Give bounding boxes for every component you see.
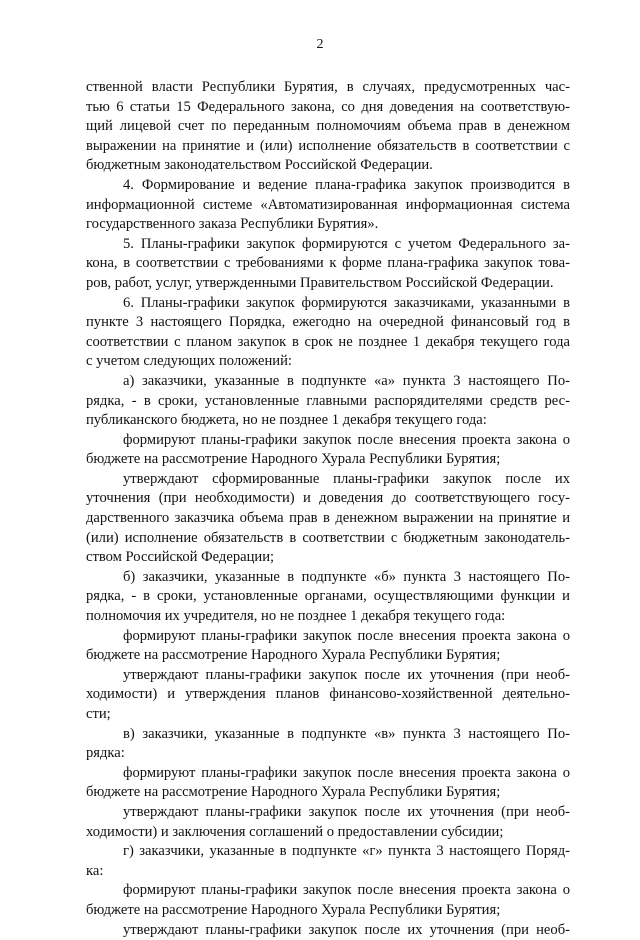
text-line: государственного заказа Республики Бурятия». bbox=[86, 216, 379, 233]
text-line: 6. Планы-графики закупок формируются заказчиками, указанными в bbox=[123, 294, 570, 311]
text-line: информационной системе «Автоматизированная информационная система bbox=[86, 196, 570, 213]
text-line: уточнения (при необходимости) и доведения до соответствующего госу- bbox=[86, 490, 570, 507]
page-number: 2 bbox=[316, 37, 324, 52]
text-line: утверждают планы-графики закупок после их уточнения (при необ- bbox=[123, 666, 570, 683]
text-line: соответствии с планом закупок в срок не позднее 1 декабря текущего года bbox=[86, 333, 570, 350]
text-line: формируют планы-графики закупок после внесения проекта закона о bbox=[123, 764, 570, 781]
text-line: выражении на принятие и (или) исполнение обязательств в соответствии с bbox=[86, 137, 570, 154]
text-line: публиканского бюджета, но не позднее 1 декабря текущего года: bbox=[86, 412, 487, 429]
text-line: пункте 3 настоящего Порядка, ежегодно на очередной финансовый год в bbox=[86, 314, 570, 331]
text-line: ка: bbox=[86, 862, 104, 879]
text-line: ством Российской Федерации; bbox=[86, 549, 275, 566]
text-line: бюджетным законодательством Российской Федерации. bbox=[86, 157, 433, 174]
text-line: формируют планы-графики закупок после внесения проекта закона о bbox=[123, 627, 570, 644]
text-line: щий лицевой счет по переданным полномочиям объема прав в денежном bbox=[86, 118, 570, 135]
text-line: ходимости) и утверждения планов финансово-хозяйственной деятельно- bbox=[86, 686, 570, 703]
text-line: рядка, - в сроки, установленные органами, осуществляющими функции и bbox=[86, 588, 570, 605]
text-line: ственной власти Республики Бурятия, в случаях, предусмотренных час- bbox=[86, 79, 570, 95]
text-line: формируют планы-графики закупок после внесения проекта закона о bbox=[123, 431, 570, 448]
text-line: ходимости) и заключения соглашений о предоставлении субсидии; bbox=[86, 823, 504, 840]
text-line: бюджете на рассмотрение Народного Хурала Республики Бурятия; bbox=[86, 784, 501, 801]
text-line: а) заказчики, указанные в подпункте «а» пункта 3 настоящего По- bbox=[123, 372, 570, 389]
text-line: в) заказчики, указанные в подпункте «в» пункта 3 настоящего По- bbox=[123, 725, 570, 742]
text-line: ров, работ, услуг, утвержденными Правительством Российской Федерации. bbox=[86, 274, 554, 291]
text-line: рядка: bbox=[86, 745, 125, 762]
text-line: полномочия их учредителя, но не позднее 1 декабря текущего года: bbox=[86, 608, 506, 625]
text-line: бюджете на рассмотрение Народного Хурала Республики Бурятия; bbox=[86, 647, 501, 664]
text-line: утверждают планы-графики закупок после их уточнения (при необ- bbox=[123, 921, 570, 938]
text-line: тью 6 статьи 15 Федерального закона, со дня доведения на соответствую- bbox=[86, 98, 570, 115]
text-line: б) заказчики, указанные в подпункте «б» пункта 3 настоящего По- bbox=[123, 568, 570, 585]
text-line: 4. Формирование и ведение плана-графика закупок производится в bbox=[123, 176, 570, 193]
text-line: 5. Планы-графики закупок формируются с учетом Федерального за- bbox=[123, 235, 570, 252]
text-line: утверждают сформированные планы-графики закупок после их bbox=[123, 470, 570, 487]
text-line: бюджете на рассмотрение Народного Хурала Республики Бурятия; bbox=[86, 451, 501, 468]
text-line: г) заказчики, указанные в подпункте «г» пункта 3 настоящего Поряд- bbox=[123, 843, 570, 860]
text-line: формируют планы-графики закупок после внесения проекта закона о bbox=[123, 882, 570, 899]
text-line: с учетом следующих положений: bbox=[86, 353, 292, 370]
document-body bbox=[86, 78, 570, 940]
text-line: рядка, - в сроки, установленные главными распорядителями средств рес- bbox=[86, 392, 570, 409]
text-line: утверждают планы-графики закупок после их уточнения (при необ- bbox=[123, 803, 570, 820]
text-line: бюджете на рассмотрение Народного Хурала Республики Бурятия; bbox=[86, 901, 501, 918]
text-line: дарственного заказчика объема прав в денежном выражении на принятие и bbox=[86, 510, 570, 527]
text-line: сти; bbox=[86, 706, 111, 722]
text-line: кона, в соответствии с требованиями к форме плана-графика закупок това- bbox=[86, 255, 570, 272]
text-line: (или) исполнение обязательств в соответствии с бюджетным законодатель- bbox=[86, 529, 570, 546]
